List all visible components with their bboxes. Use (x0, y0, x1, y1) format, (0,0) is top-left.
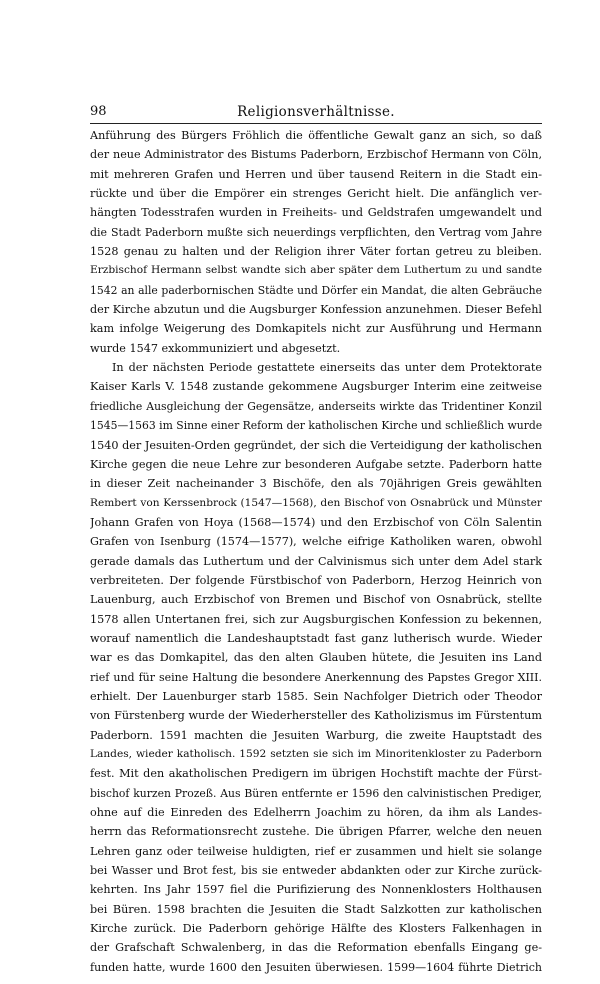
text-line: Kirche gegen die neue Lehre zur besonderen Aufgabe setzte. Paderborn hatte (90, 457, 542, 471)
text-line: bei Büren. 1598 brachten die Jesuiten die Stadt Salzkotten zur katholischen (90, 902, 542, 916)
text-line: 1540 der Jesuiten-Orden gegründet, der sich die Verteidigung der katholischen (90, 438, 542, 452)
text-line: war es das Domkapitel, das den alten Glauben hütete, die Jesuiten ins Land (90, 651, 542, 665)
text-line: friedliche Ausgleichung der Gegensätze, anderseits wirkte das Tridentiner Konzil (90, 399, 542, 413)
text-line: bei Wasser und Brot fest, bis sie entweder abdankten oder zur Kirche zurück- (90, 864, 542, 878)
text-line: Johann Grafen von Hoya (1568—1574) und den Erzbischof von Cöln Salentin (90, 515, 542, 529)
text-line: der Kirche abzutun und die Augsburger Konfession anzunehmen. Dieser Befehl (90, 303, 542, 317)
text-line: ohne auf die Einreden des Edelherrn Joachim zu hören, da ihm als Landes- (90, 806, 542, 820)
text-line: die Stadt Paderborn mußte sich neuerdings verpflichten, den Vertrag vom Jahre (90, 225, 542, 239)
text-line: gerade damals das Luthertum und der Calvinismus sich unter dem Adel stark (90, 554, 542, 568)
text-line: kehrten. Ins Jahr 1597 fiel die Purifizierung des Nonnenklosters Holthausen (90, 883, 542, 897)
text-line: Rembert von Kerssenbrock (1547—1568), den Bischof von Osnabrück und Münster (90, 496, 542, 509)
text-line: kam infolge Weigerung des Domkapitels nicht zur Ausführung und Hermann (90, 322, 542, 336)
text-line: rief und für seine Haltung die besondere Anerkennung des Papstes Gregor XIII. (90, 670, 542, 684)
text-line: hängten Todesstrafen wurden in Freiheits- und Geldstrafen umgewandelt und (90, 206, 542, 220)
text-line: 1542 an alle paderbornischen Städte und Dörfer ein Mandat, die alten Gebräuche (90, 283, 542, 297)
paragraph-end-line: wurde 1547 exkommuniziert und abgesetzt. (90, 341, 341, 355)
paragraph-start-line: In der nächsten Periode gestattete einerseits das unter dem Protektorate (112, 361, 542, 375)
header-rule (90, 123, 542, 124)
text-line: Landes, wieder katholisch. 1592 setzten sie sich im Minoritenkloster zu Paderborn (90, 748, 542, 760)
text-line: funden hatte, wurde 1600 den Jesuiten überwiesen. 1599—1604 führte Dietrich (90, 960, 542, 974)
text-line: in dieser Zeit nacheinander 3 Bischöfe, den als 70jährigen Greis gewählten (90, 477, 542, 491)
text-line: Kirche zurück. Die Paderborn gehörige Hälfte des Klosters Falkenhagen in (90, 922, 542, 936)
text-line: Kaiser Karls V. 1548 zustande gekommene Augsburger Interim eine zeitweise (90, 380, 542, 394)
text-line: Grafen von Isenburg (1574—1577), welche eifrige Katholiken waren, obwohl (90, 535, 542, 549)
text-line: 1528 genau zu halten und der Religion ihrer Väter fortan getreu zu bleiben. (90, 245, 542, 259)
text-line: von Fürstenberg wurde der Wiederhersteller des Katholizismus im Fürstentum (90, 709, 542, 723)
text-line: erhielt. Der Lauenburger starb 1585. Sein Nachfolger Dietrich oder Theodor (90, 689, 542, 703)
text-line: rückte und über die Empörer ein strenges Gericht hielt. Die anfänglich ver- (90, 187, 542, 201)
text-line: 1578 allen Untertanen frei, sich zur Augsburgischen Konfession zu bekennen, (90, 612, 542, 626)
text-line: Erzbischof Hermann selbst wandte sich aber später dem Luthertum zu und sandte (90, 264, 542, 277)
text-line: mit mehreren Grafen und Herren und über tausend Reitern in die Stadt ein- (90, 167, 542, 181)
running-head (90, 102, 542, 122)
body-text (90, 126, 542, 977)
text-line: herrn das Reformationsrecht zustehe. Die übrigen Pfarrer, welche den neuen (90, 825, 542, 839)
text-line: 1545—1563 im Sinne einer Reform der katholischen Kirche und schließlich wurde (90, 419, 542, 433)
text-line: der neue Administrator des Bistums Paderborn, Erzbischof Hermann von Cöln, (90, 148, 542, 162)
text-line: worauf namentlich die Landeshauptstadt fast ganz lutherisch wurde. Wieder (90, 631, 542, 645)
text-line: Lehren ganz oder teilweise huldigten, rief er zusammen und hielt sie solange (90, 844, 542, 858)
text-line: verbreiteten. Der folgende Fürstbischof von Paderborn, Herzog Heinrich von (90, 573, 542, 587)
text-line: Paderborn. 1591 machten die Jesuiten Warburg, die zweite Hauptstadt des (90, 728, 542, 742)
text-line: Lauenburg, auch Erzbischof von Bremen und Bischof von Osnabrück, stellte (90, 593, 542, 607)
text-line: fest. Mit den akatholischen Predigern im übrigen Hochstift machte der Fürst- (90, 767, 542, 781)
text-line: der Grafschaft Schwalenberg, in das die Reformation ebenfalls Eingang ge- (90, 941, 542, 955)
running-title: Religionsverhältnisse. (237, 104, 395, 120)
page-number: 98 (90, 104, 107, 119)
text-line: bischof kurzen Prozeß. Aus Büren entfernte er 1596 den calvinistischen Prediger, (90, 786, 542, 800)
text-line: Anführung des Bürgers Fröhlich die öffentliche Gewalt ganz an sich, so daß (90, 129, 542, 142)
